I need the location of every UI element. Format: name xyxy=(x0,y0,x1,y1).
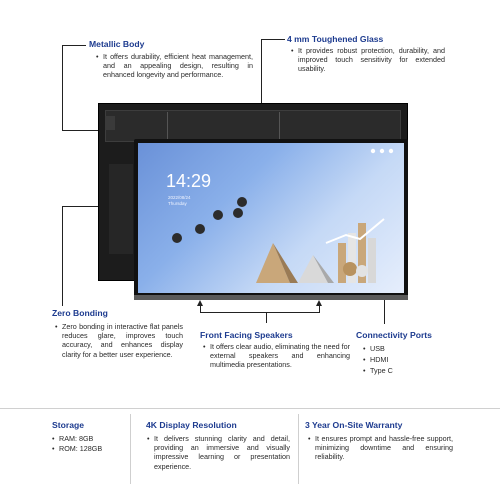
screen-day: Thursday xyxy=(168,201,187,206)
speakers-callout-line xyxy=(200,312,320,313)
connectivity-callout-line xyxy=(384,300,385,324)
specs-divider xyxy=(0,408,500,409)
glass-text: • It provides robust protection, durability, and improved touch sensitivity for extended usability. xyxy=(298,46,445,74)
speakers-text: • It offers clear audio, eliminating the need for external speakers and enhancing multimedia presentations. xyxy=(210,342,350,370)
display-resolution-text: • It delivers stunning clarity and detail, providing an immersive and visually impressive learning or presentation experience. xyxy=(154,434,290,471)
connectivity-item-hdmi: • HDMI xyxy=(370,355,388,364)
metallic-callout-line xyxy=(62,45,86,46)
display-screen xyxy=(134,139,408,299)
speaker-bar xyxy=(134,295,408,300)
glass-callout-line xyxy=(261,39,285,40)
storage-title: Storage xyxy=(52,420,84,430)
connectivity-item-typec: • Type C xyxy=(370,366,393,375)
screen-app-icons xyxy=(138,143,404,293)
screen-time: 14:29 xyxy=(166,171,212,191)
storage-ram: • RAM: 8GB xyxy=(59,434,93,443)
connectivity-title: Connectivity Ports xyxy=(356,330,432,340)
warranty-title: 3 Year On-Site Warranty xyxy=(305,420,403,430)
zero-bonding-text: • Zero bonding in interactive flat panels reduces glare, improves touch accuracy, and enhances display clarity for a better user experience. xyxy=(62,322,183,359)
metallic-body-title: Metallic Body xyxy=(89,39,145,49)
warranty-text: • It ensures prompt and hassle-free support, minimizing downtime and ensuring reliability. xyxy=(315,434,453,462)
connectivity-item-usb: • USB xyxy=(370,344,385,353)
metallic-body-text: • It offers durability, efficient heat management, and an appealing design, resulting in enhanced longevity and performance. xyxy=(103,52,253,80)
zero-bonding-title: Zero Bonding xyxy=(52,308,108,318)
zero-bonding-callout-line xyxy=(62,206,63,306)
storage-rom: • ROM: 128GB xyxy=(59,444,102,453)
glass-title: 4 mm Toughened Glass xyxy=(287,34,384,44)
interactive-panel-image xyxy=(98,103,408,300)
speakers-title: Front Facing Speakers xyxy=(200,330,293,340)
screen-date: 2022/08/24 xyxy=(168,195,191,200)
display-resolution-title: 4K Display Resolution xyxy=(146,420,237,430)
